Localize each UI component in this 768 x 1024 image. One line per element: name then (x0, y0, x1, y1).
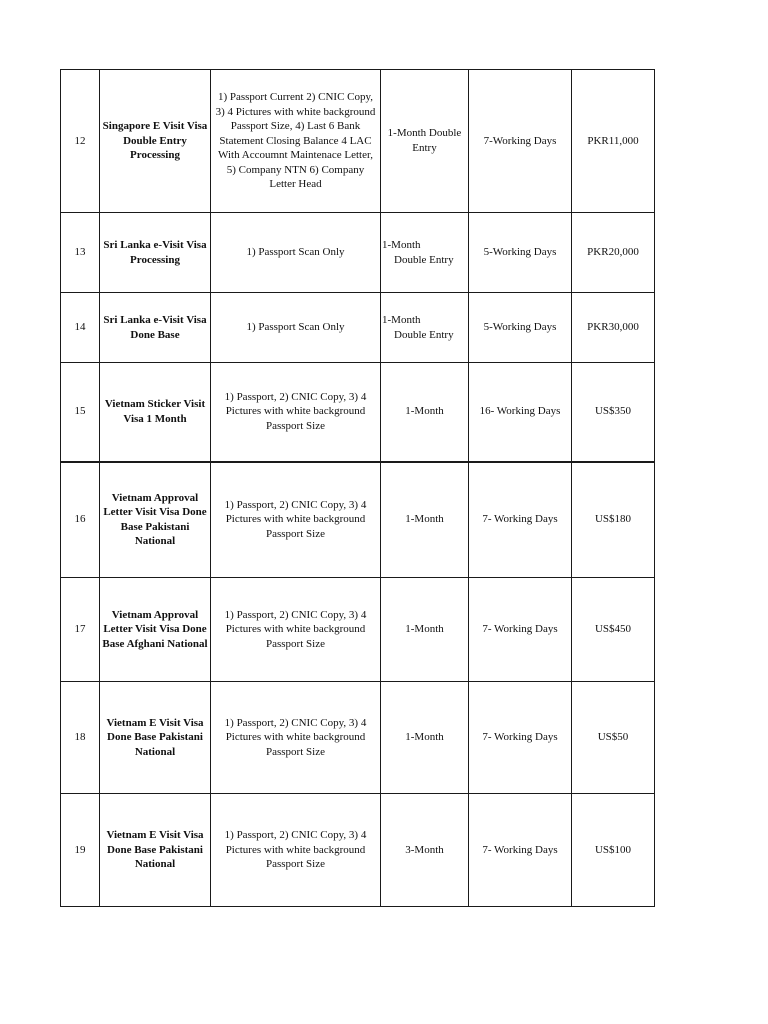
visa-fee: US$180 (572, 462, 655, 578)
required-documents: 1) Passport Scan Only (211, 213, 381, 293)
visa-validity (381, 213, 469, 293)
visa-fee: US$100 (572, 794, 655, 907)
processing-time: 16- Working Days (469, 363, 572, 462)
table-row (61, 578, 655, 682)
visa-fee: PKR11,000 (572, 70, 655, 213)
required-documents: 1) Passport Current 2) CNIC Copy, 3) 4 Pictures with white background Passport Size, 4) Last 6 Bank Statement Closing Balance 4 LAC With Accoumnt Maintenace Letter, 5) Company NTN 6) Company Letter Head (211, 70, 381, 213)
row-number: 16 (61, 462, 100, 578)
row-number: 12 (61, 70, 100, 213)
visa-fee: US$350 (572, 363, 655, 462)
processing-time: 7-Working Days (469, 70, 572, 213)
required-documents: 1) Passport Scan Only (211, 293, 381, 363)
processing-time: 5-Working Days (469, 293, 572, 363)
table-row (61, 363, 655, 462)
visa-service-name: Vietnam Approval Letter Visit Visa Done Base Pakistani National (100, 462, 211, 578)
required-documents: 1) Passport, 2) CNIC Copy, 3) 4 Pictures with white background Passport Size (211, 462, 381, 578)
required-documents: 1) Passport, 2) CNIC Copy, 3) 4 Pictures with white background Passport Size (211, 794, 381, 907)
row-number: 14 (61, 293, 100, 363)
validity-duration: 1-Month (382, 238, 421, 251)
table-row (61, 682, 655, 794)
required-documents: 1) Passport, 2) CNIC Copy, 3) 4 Pictures with white background Passport Size (211, 363, 381, 462)
visa-service-name: Vietnam Sticker Visit Visa 1 Month (100, 363, 211, 462)
visa-fee: PKR30,000 (572, 293, 655, 363)
visa-validity: 1-Month (381, 682, 469, 794)
visa-service-name: Vietnam E Visit Visa Done Base Pakistani National (100, 794, 211, 907)
visa-fee: US$50 (572, 682, 655, 794)
required-documents: 1) Passport, 2) CNIC Copy, 3) 4 Pictures with white background Passport Size (211, 578, 381, 682)
table-row (61, 213, 655, 293)
row-number: 15 (61, 363, 100, 462)
visa-service-name: Vietnam E Visit Visa Done Base Pakistani National (100, 682, 211, 794)
visa-service-name: Sri Lanka e-Visit Visa Processing (100, 213, 211, 293)
visa-fee: US$450 (572, 578, 655, 682)
visa-services-table (60, 69, 655, 907)
visa-fee: PKR20,000 (572, 213, 655, 293)
row-number: 19 (61, 794, 100, 907)
visa-service-name: Sri Lanka e-Visit Visa Done Base (100, 293, 211, 363)
validity-duration: 1-Month (382, 313, 421, 326)
visa-validity: 1-Month Double Entry (381, 70, 469, 213)
visa-validity: 1-Month (381, 462, 469, 578)
validity-entry-type: Double Entry (394, 253, 454, 266)
processing-time: 7- Working Days (469, 578, 572, 682)
row-number: 13 (61, 213, 100, 293)
table-row (61, 293, 655, 363)
processing-time: 7- Working Days (469, 682, 572, 794)
row-number: 18 (61, 682, 100, 794)
visa-service-name: Vietnam Approval Letter Visit Visa Done Base Afghani National (100, 578, 211, 682)
required-documents: 1) Passport, 2) CNIC Copy, 3) 4 Pictures with white background Passport Size (211, 682, 381, 794)
visa-validity: 1-Month (381, 363, 469, 462)
row-number: 17 (61, 578, 100, 682)
processing-time: 5-Working Days (469, 213, 572, 293)
table-row (61, 462, 655, 578)
processing-time: 7- Working Days (469, 462, 572, 578)
visa-service-name: Singapore E Visit Visa Double Entry Processing (100, 70, 211, 213)
visa-validity: 1-Month (381, 578, 469, 682)
processing-time: 7- Working Days (469, 794, 572, 907)
table-row (61, 70, 655, 213)
validity-entry-type: Double Entry (394, 328, 454, 341)
table-row (61, 794, 655, 907)
visa-validity (381, 293, 469, 363)
visa-validity: 3-Month (381, 794, 469, 907)
